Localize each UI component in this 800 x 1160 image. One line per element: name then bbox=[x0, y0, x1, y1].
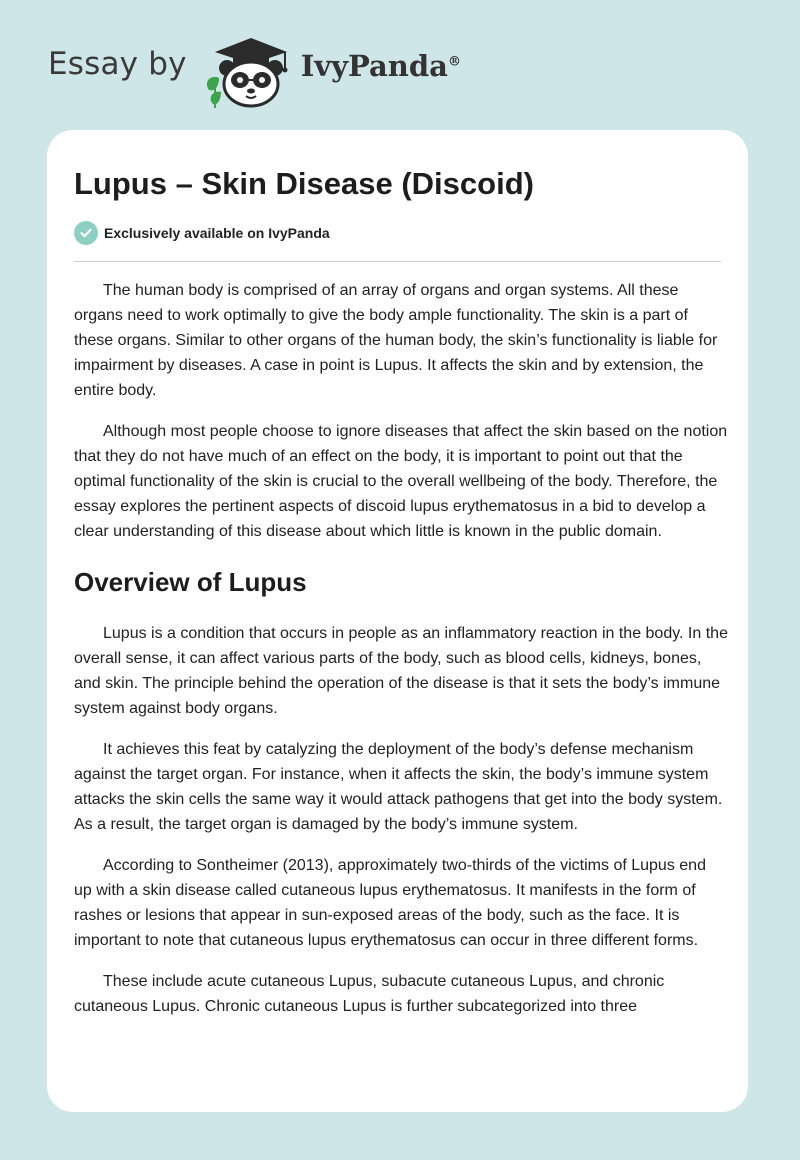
page-title: Lupus – Skin Disease (Discoid) bbox=[74, 166, 534, 201]
paragraph: According to Sontheimer (2013), approximately two-thirds of the victims of Lupus end up with a skin disease called cutaneous lupus erythematosus. It manifests in the form of rashes or lesions that appear in sun-exposed areas of the body, such as the face. It is important to note that cutaneous lupus erythematosus can occur in three different forms. bbox=[74, 857, 706, 949]
section-heading: Overview of Lupus bbox=[74, 567, 307, 597]
paragraph: Lupus is a condition that occurs in people as an inflammatory reaction in the body. In the overall sense, it can affect various parts of the body, such as blood cells, kidneys, bones, and skin. The principle behind the operation of the disease is that it sets the body’s immune system against body organs. bbox=[74, 625, 728, 717]
exclusive-badge bbox=[74, 221, 330, 245]
exclusive-badge-label: Exclusively available on IvyPanda bbox=[104, 225, 330, 241]
panda-graduate-icon bbox=[201, 30, 297, 110]
paragraph: The human body is comprised of an array of organs and organ systems. All these organs need to work optimally to give the body ample functionality. The skin is a part of these organs. Similar to other organs of the human body, the skin’s functionality is liable for impairment by diseases. A case in point is Lupus. It affects the skin and by extension, the entire body. bbox=[74, 282, 718, 399]
brand-prefix: Essay by bbox=[48, 46, 187, 82]
essay-body bbox=[74, 278, 728, 1035]
paragraph: It achieves this feat by catalyzing the deployment of the body’s defense mechanism against the target organ. For instance, when it affects the skin, the body’s immune system attacks the skin cells the same way it would attack pathogens that get into the body system. As a result, the target organ is damaged by the body’s immune system. bbox=[74, 741, 723, 833]
essay-card bbox=[47, 130, 748, 1112]
brand-name: IvyPanda® bbox=[300, 49, 461, 83]
paragraph: Although most people choose to ignore diseases that affect the skin based on the notion that they do not have much of an effect on the body, it is important to point out that the optimal functionality of the skin is crucial to the overall wellbeing of the body. Therefore, the essay explores the pertinent aspects of discoid lupus erythematosus in a bid to develop a clear understanding of this disease about which little is known in the public domain. bbox=[74, 423, 728, 540]
check-circle-icon bbox=[74, 221, 98, 245]
site-header-logo[interactable] bbox=[48, 30, 461, 110]
title-divider bbox=[74, 261, 721, 262]
paragraph: These include acute cutaneous Lupus, subacute cutaneous Lupus, and chronic cutaneous Lupus. Chronic cutaneous Lupus is further subcategorized into three bbox=[74, 973, 665, 1015]
